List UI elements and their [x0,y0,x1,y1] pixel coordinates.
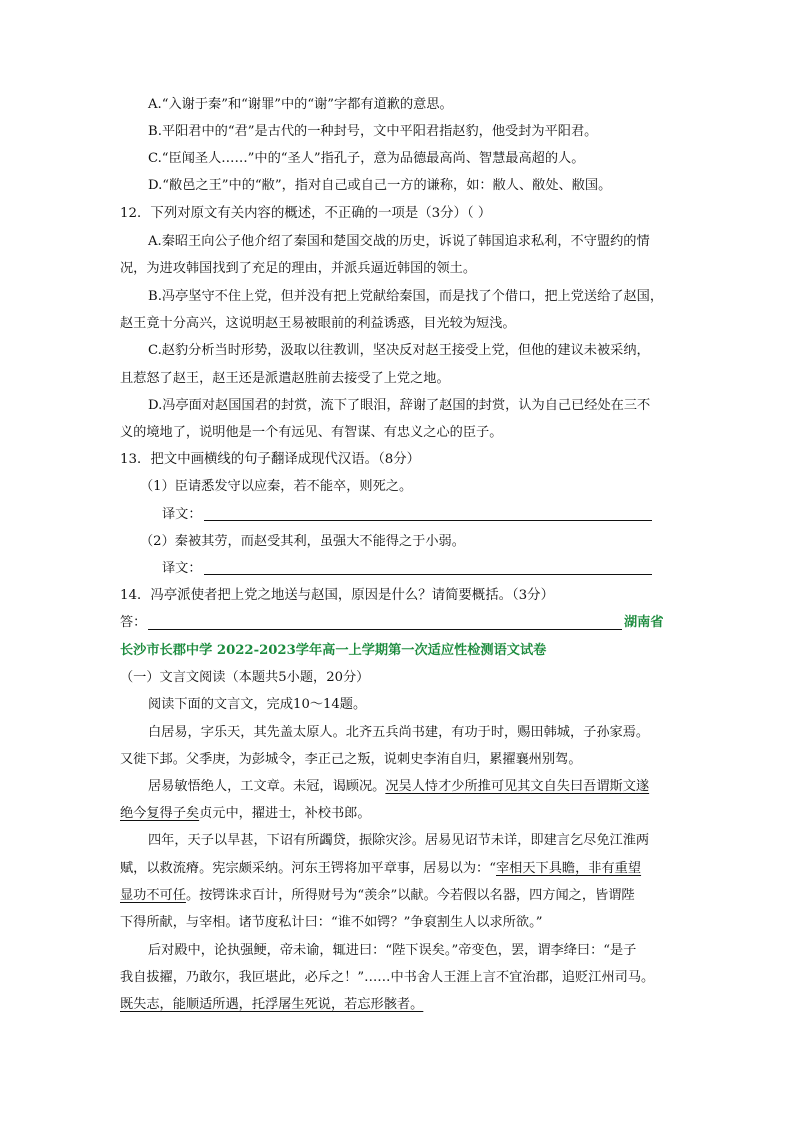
q11-option-a: A.“入谢于秦”和“谢罪”中的“谢”字都有道歉的意思。 [148,97,453,112]
passage-p3-line2 [120,860,641,878]
underlined-sentence: 绝今复得子矣 [120,806,200,821]
q11-option-d: D.“敝邑之王”中的“敝”，指对自己或自己一方的谦称，如：敝人、敝处、敝国。 [148,178,612,193]
q11-option-c: C.“臣闻圣人……”中的“圣人”指孔子，意为品德最高尚、智慧最高超的人。 [148,151,585,166]
passage-p3-line3 [120,887,635,905]
passage-text: 贞元中，擢进士，补校书郎。 [199,806,371,821]
q14-stem: 14．冯亭派使者把上党之地送与赵国，原因是什么？请简要概括。（3分） [120,588,554,603]
passage-p1-line1: 白居易，字乐天，其先盖太原人。北齐五兵尚书建，有功于时，赐田韩城，子孙家焉。 [148,725,650,740]
section-instruction: 阅读下面的文言文，完成10～14题。 [148,697,367,712]
q12-option-d-line2: 义的境地了，说明他是一个有远见、有智谋、有忠义之心的臣子。 [120,425,503,440]
passage-p4-line2: 我自拔擢，乃敢尔，我叵堪此，必斥之！”……中书舍人王涯上言不宜治郡，追贬江州司马。 [120,970,655,985]
q12-option-d-line1: D.冯亭面对赵国国君的封赏，流下了眼泪，辞谢了赵国的封赏，认为自己已经处在三不 [148,398,651,413]
passage-text: 。按锷诛求百计，所得财号为“羡余”以献。今若假以名器，四方闻之，皆谓陛 [185,888,635,903]
underlined-sentence: 况吴人恃才少所推可见其文自失曰吾谓斯文遂 [385,779,650,794]
q14-answer-label: 答： [120,615,147,630]
passage-p4-line3 [120,996,423,1014]
passage-p2-line1 [148,778,649,796]
q13-answer-line-2[interactable] [204,574,652,575]
underlined-sentence: 显功不可任 [120,888,186,903]
q12-option-c-line2: 且惹怒了赵王，赵王还是派遣赵胜前去接受了上党之地。 [120,371,450,386]
q13-stem: 13．把文中画横线的句子翻译成现代汉语。（8分） [120,452,421,467]
q14-answer-line[interactable] [148,629,622,630]
q12-stem: 12．下列对原文有关内容的概述，不正确的一项是（3分）（ ） [120,206,492,221]
passage-p1-line2: 又徙下邽。父季庚，为彭城令，李正己之叛，说刺史李洧自归，累擢襄州别驾。 [120,752,582,767]
passage-text: 赋，以救流瘠。宪宗颇采纳。河东王锷将加平章事，居易以为：“ [120,861,496,876]
passage-p3-line1: 四年，天子以旱甚，下诏有所蠲贷，振除灾沴。居易见诏节未详，即建言乞尽免江淮两 [148,833,650,848]
underlined-sentence: 宰相天下具瞻，非有重望 [496,861,642,876]
q12-option-b-line2: 赵王竟十分高兴，这说明赵王易被眼前的利益诱惑，目光较为短浅。 [120,316,516,331]
q12-option-a-line1: A.秦昭王向公子他介绍了秦国和楚国交战的历史，诉说了韩国追求私利，不守盟约的情 [148,234,650,249]
q13-translation-label-2: 译文： [162,561,202,576]
passage-p3-line4: 下得所献，与宰相。诸节度私计曰：“谁不如锷？”争裒割生人以求所欲。” [120,915,543,930]
q13-translation-label-1: 译文： [162,507,202,522]
q12-option-a-line2: 况，为进攻韩国找到了充足的理由，并派兵逼近韩国的领土。 [120,261,477,276]
q13-sentence-1: （1）臣请悉发守以应秦，若不能卒，则死之。 [140,479,413,494]
q11-option-b: B.平阳君中的“君”是古代的一种封号，文中平阳君指赵豹，他受封为平阳君。 [148,124,598,139]
q13-answer-line-1[interactable] [204,520,652,521]
passage-text: 居易敏悟绝人，工文章。未冠，谒顾况。 [148,779,386,794]
underlined-sentence: 既失志，能顺适所遇，托浮屠生死说，若忘形骸者。 [120,997,424,1012]
passage-p2-line2 [120,805,371,823]
q12-option-c-line1: C.赵豹分析当时形势，汲取以往教训，坚决反对赵王接受上党，但他的建议未被采纳， [148,343,650,358]
passage-p4-line1: 后对殿中，论执强鲠，帝未谕，辄进曰：“陛下误矣。”帝变色，罢，谓李绛曰：“是子 [148,943,637,958]
source-province: 湖南省 [624,615,664,630]
q12-option-b-line1: B.冯亭坚守不住上党，但并没有把上党献给秦国，而是找了个借口，把上党送给了赵国， [148,289,664,304]
q13-sentence-2: （2）秦被其劳，而赵受其利，虽强大不能得之于小弱。 [140,534,465,549]
section-title: （一）文言文阅读（本题共5小题，20分） [120,670,370,685]
source-title: 长沙市长郡中学 2022-2023学年高一上学期第一次适应性检测语文试卷 [120,643,547,658]
